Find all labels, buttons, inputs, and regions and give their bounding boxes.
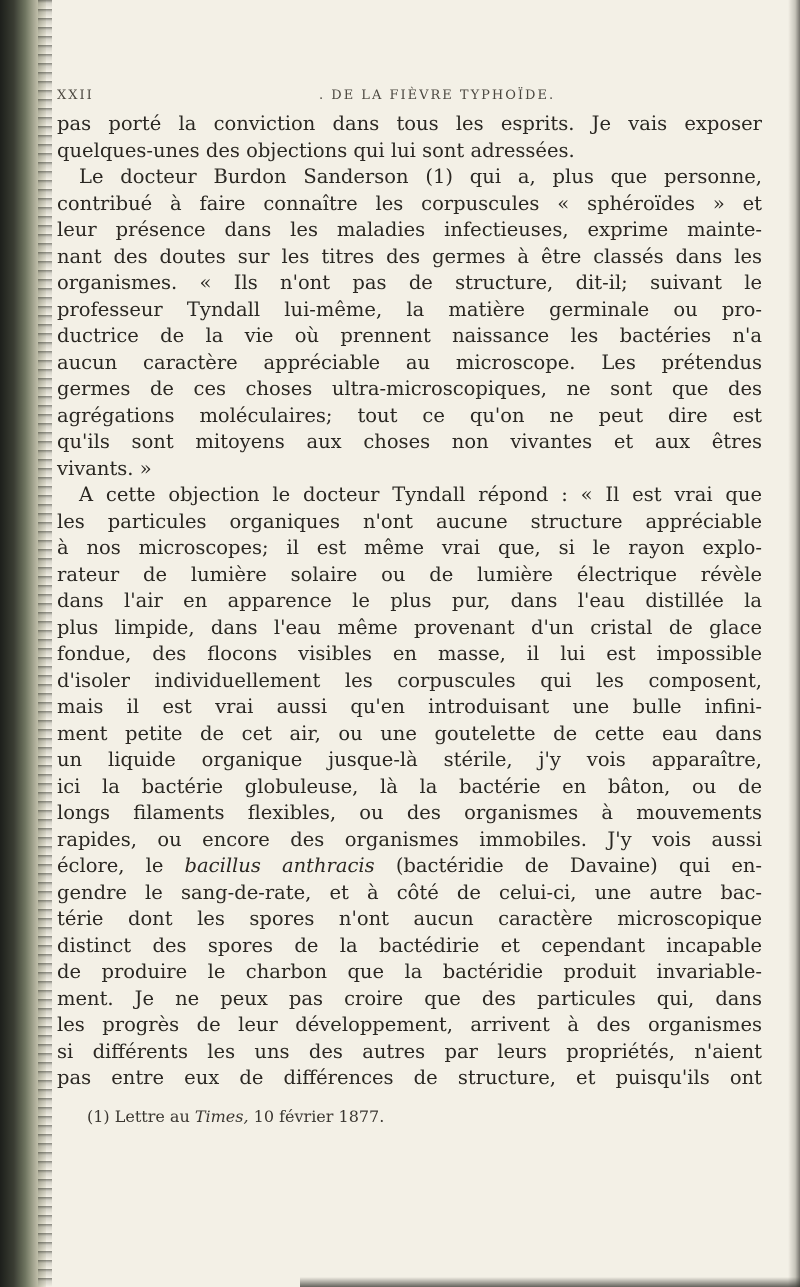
- footnote: [57, 1106, 762, 1128]
- text-line: gendre le sang-de-rate, et à côté de celui-ci, une autre bac-: [57, 880, 762, 904]
- text-line: agrégations moléculaires; tout ce qu'on ne peut dire est: [57, 403, 762, 427]
- text-line: à nos microscopes; il est même vrai que, si le rayon explo-: [57, 536, 762, 559]
- running-title: . DE LA FIÈVRE TYPHOÏDE.: [319, 88, 556, 103]
- italic-species-name: bacillus anthracis: [184, 854, 375, 877]
- text-line: pas porté la conviction dans tous les esprits. Je vais exposer: [57, 112, 762, 135]
- text-line: organismes. « Ils n'ont pas de structure, dit-il; suivant le: [57, 271, 762, 294]
- page-bottom-edge: [300, 1277, 800, 1287]
- text-line: rapides, ou encore des organismes immobiles. J'y vois aussi: [57, 827, 762, 851]
- book-page: [57, 88, 762, 1128]
- text-line: professeur Tyndall lui-même, la matière germinale ou pro-: [57, 297, 762, 321]
- text-line: distinct des spores de la bactédirie et cependant incapable: [57, 933, 762, 957]
- text-line: plus limpide, dans l'eau même provenant d'un cristal de glace: [57, 615, 762, 639]
- page-number: XXII: [57, 88, 94, 103]
- text-line: de produire le charbon que la bactéridie produit invariable-: [57, 960, 762, 983]
- text-line-with-italic: [57, 853, 762, 880]
- body-text: [57, 111, 762, 1092]
- footnote-number: (1): [87, 1106, 110, 1126]
- text-line: térie dont les spores n'ont aucun caractère microscopique: [57, 907, 762, 930]
- text-line: vivants. »: [57, 456, 152, 480]
- text-line: nant des doutes sur les titres des germes à être classés dans les: [57, 244, 762, 268]
- text-line: aucun caractère appréciable au microscope. Les prétendus: [57, 350, 762, 374]
- text-line: pas entre eux de différences de structure, et puisqu'ils ont: [57, 1066, 762, 1089]
- text-segment: éclore, le: [57, 854, 185, 877]
- text-line: ment petite de cet air, ou une goutelette de cette eau dans: [57, 721, 762, 745]
- text-line: dans l'air en apparence le plus pur, dans l'eau distillée la: [57, 589, 762, 612]
- text-line: les particules organiques n'ont aucune structure appréciable: [57, 509, 762, 533]
- text-line: rateur de lumière solaire ou de lumière électrique révèle: [57, 562, 762, 586]
- text-line: les progrès de leur développement, arrivent à des organismes: [57, 1013, 762, 1036]
- text-line: ici la bactérie globuleuse, là la bactérie en bâton, ou de: [57, 774, 762, 798]
- footnote-text: Lettre au: [109, 1106, 195, 1126]
- page-right-edge: [788, 0, 800, 1287]
- text-line: qu'ils sont mitoyens aux choses non vivantes et aux êtres: [57, 430, 762, 453]
- footnote-text: 10 février 1877.: [248, 1106, 385, 1126]
- text-line: longs filaments flexibles, ou des organismes à mouvements: [57, 801, 762, 824]
- text-line: A cette objection le docteur Tyndall répond : « Il est vrai que: [79, 483, 762, 506]
- text-line: mais il est vrai aussi qu'en introduisant une bulle infini-: [57, 695, 762, 718]
- text-line: ductrice de la vie où prennent naissance les bactéries n'a: [57, 324, 762, 347]
- text-segment: (bactéridie de Davaine) qui en-: [374, 854, 763, 877]
- binding-shadow: [38, 0, 52, 1287]
- running-head: [57, 88, 762, 108]
- text-line: ment. Je ne peux pas croire que des particules qui, dans: [57, 986, 762, 1010]
- text-line: un liquide organique jusque-là stérile, j'y vois apparaître,: [57, 748, 762, 771]
- text-line: fondue, des flocons visibles en masse, il lui est impossible: [57, 642, 762, 665]
- text-line: d'isoler individuellement les corpuscules qui les composent,: [57, 668, 762, 692]
- text-line: contribué à faire connaître les corpuscules « sphéroïdes » et: [57, 191, 762, 215]
- text-line: si différents les uns des autres par leurs propriétés, n'aient: [57, 1039, 762, 1063]
- text-line: leur présence dans les maladies infectieuses, exprime mainte-: [57, 218, 762, 241]
- text-line: quelques-unes des objections qui lui sont adressées.: [57, 138, 575, 162]
- footnote-italic: Times,: [194, 1106, 249, 1126]
- text-line: germes de ces choses ultra-microscopiques, ne sont que des: [57, 377, 762, 400]
- text-line: Le docteur Burdon Sanderson (1) qui a, plus que personne,: [79, 165, 762, 188]
